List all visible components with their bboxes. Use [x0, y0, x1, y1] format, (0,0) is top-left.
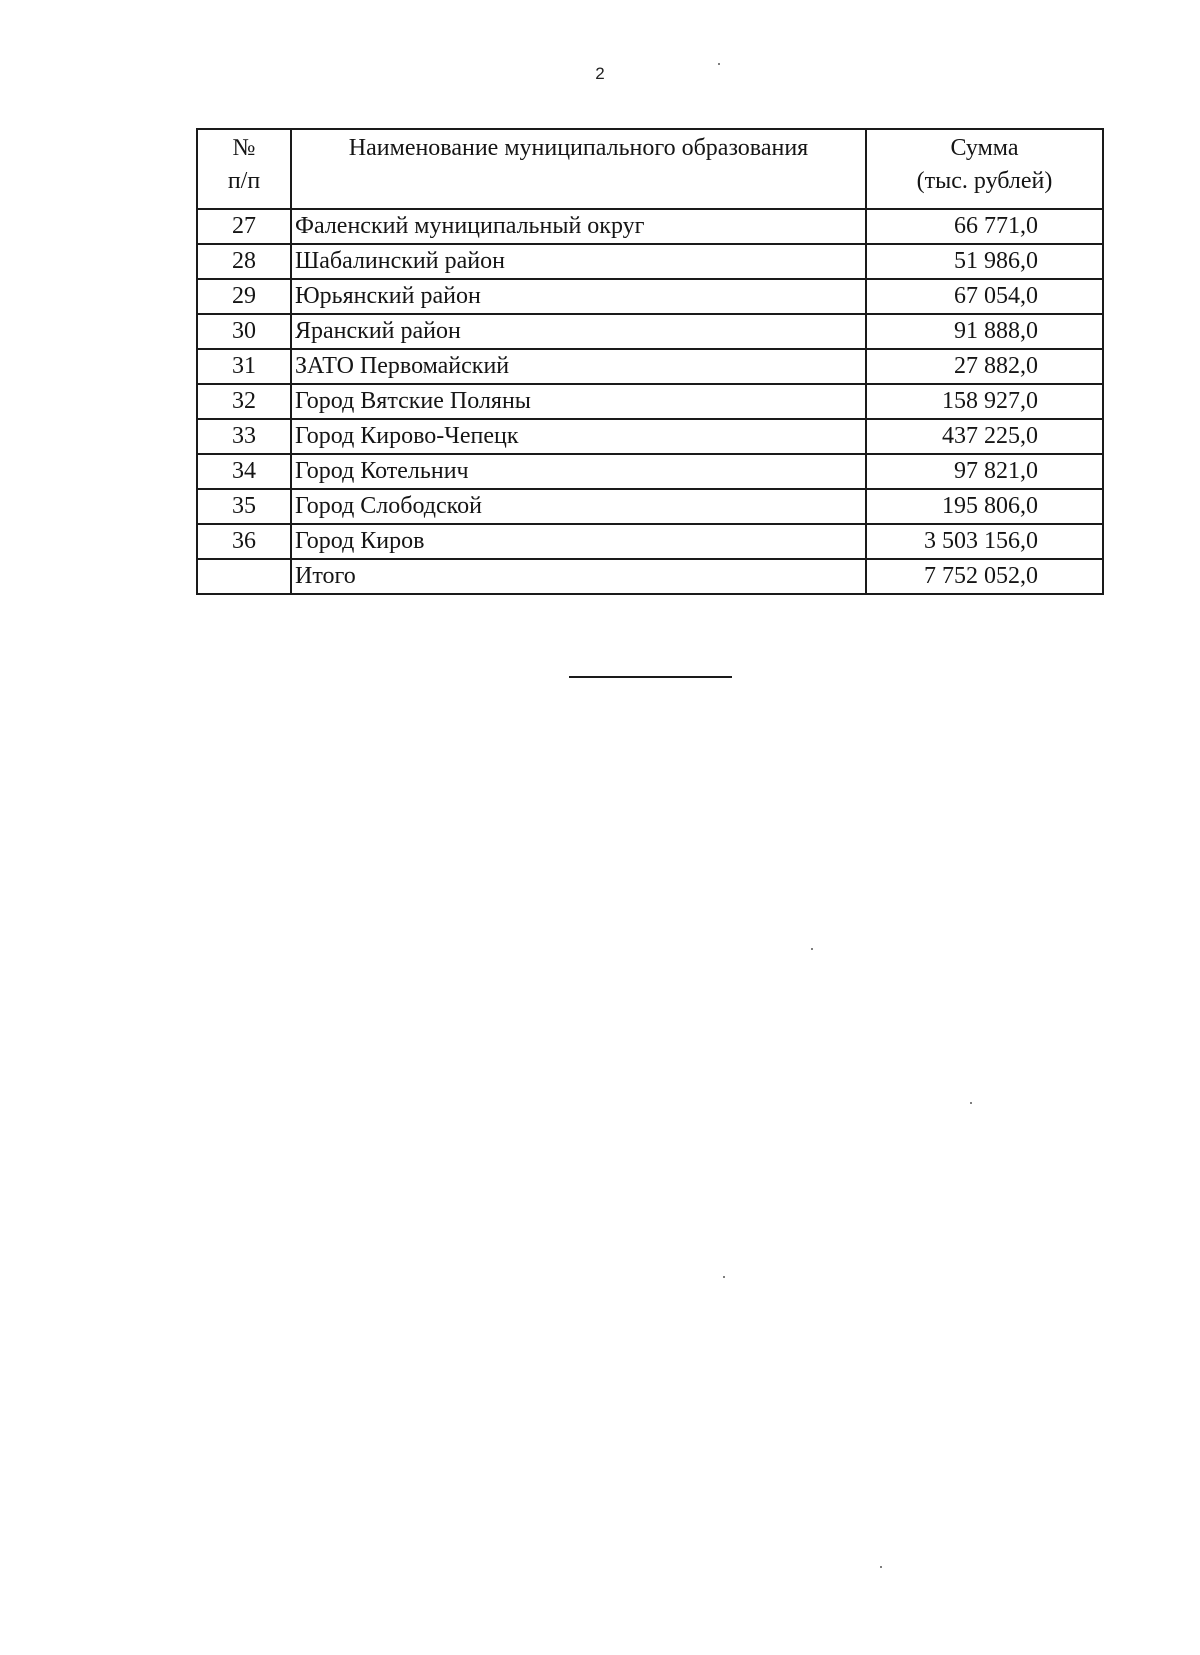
- header-number: [197, 129, 291, 209]
- row-municipality: Город Кирово-Чепецк: [291, 419, 866, 454]
- header-number-line2: п/п: [227, 168, 261, 194]
- row-sum: 27 882,0: [866, 349, 1103, 384]
- row-sum: 437 225,0: [866, 419, 1103, 454]
- row-municipality: Фаленский муниципальный округ: [291, 209, 866, 244]
- row-number: 32: [197, 384, 291, 419]
- row-number: 28: [197, 244, 291, 279]
- header-name: [291, 129, 866, 209]
- scan-speck: [970, 1102, 972, 1104]
- total-row: [197, 559, 1103, 594]
- scan-speck: [723, 1276, 725, 1278]
- allocation-table-container: [196, 128, 1102, 595]
- header-number-line1: №: [232, 135, 256, 161]
- table-row: [197, 349, 1103, 384]
- row-number: 31: [197, 349, 291, 384]
- row-municipality: Город Вятские Поляны: [291, 384, 866, 419]
- row-municipality: ЗАТО Первомайский: [291, 349, 866, 384]
- row-municipality: Город Слободской: [291, 489, 866, 524]
- row-number: 27: [197, 209, 291, 244]
- total-number: [197, 559, 291, 594]
- table-header: [197, 129, 1103, 209]
- table-row: [197, 314, 1103, 349]
- row-sum: 158 927,0: [866, 384, 1103, 419]
- allocation-table: [196, 128, 1104, 595]
- row-sum: 97 821,0: [866, 454, 1103, 489]
- table-row: [197, 524, 1103, 559]
- table-row: [197, 209, 1103, 244]
- row-municipality: Шабалинский район: [291, 244, 866, 279]
- total-label: Итого: [291, 559, 866, 594]
- header-sum-line2: (тыс. рублей): [916, 168, 1053, 194]
- end-of-table-rule: [569, 676, 732, 678]
- table-body: [197, 209, 1103, 594]
- table-row: [197, 244, 1103, 279]
- row-number: 29: [197, 279, 291, 314]
- row-number: 35: [197, 489, 291, 524]
- row-number: 36: [197, 524, 291, 559]
- table-row: [197, 454, 1103, 489]
- scan-speck: [718, 63, 720, 65]
- scan-speck: [811, 948, 813, 950]
- row-number: 34: [197, 454, 291, 489]
- header-sum-line1: Сумма: [950, 135, 1019, 161]
- row-number: 30: [197, 314, 291, 349]
- table-row: [197, 419, 1103, 454]
- row-municipality: Юрьянский район: [291, 279, 866, 314]
- header-sum: [866, 129, 1103, 209]
- row-sum: 51 986,0: [866, 244, 1103, 279]
- table-row: [197, 489, 1103, 524]
- row-sum: 91 888,0: [866, 314, 1103, 349]
- row-municipality: Яранский район: [291, 314, 866, 349]
- page-number: 2: [595, 64, 605, 83]
- row-sum: 195 806,0: [866, 489, 1103, 524]
- table-row: [197, 384, 1103, 419]
- row-sum: 3 503 156,0: [866, 524, 1103, 559]
- row-sum: 67 054,0: [866, 279, 1103, 314]
- row-number: 33: [197, 419, 291, 454]
- table-row: [197, 279, 1103, 314]
- row-sum: 66 771,0: [866, 209, 1103, 244]
- header-name-text: Наименование муниципального образования: [348, 135, 809, 161]
- header-row: [197, 129, 1103, 209]
- total-sum: 7 752 052,0: [866, 559, 1103, 594]
- row-municipality: Город Котельнич: [291, 454, 866, 489]
- scan-speck: [880, 1566, 882, 1568]
- row-municipality: Город Киров: [291, 524, 866, 559]
